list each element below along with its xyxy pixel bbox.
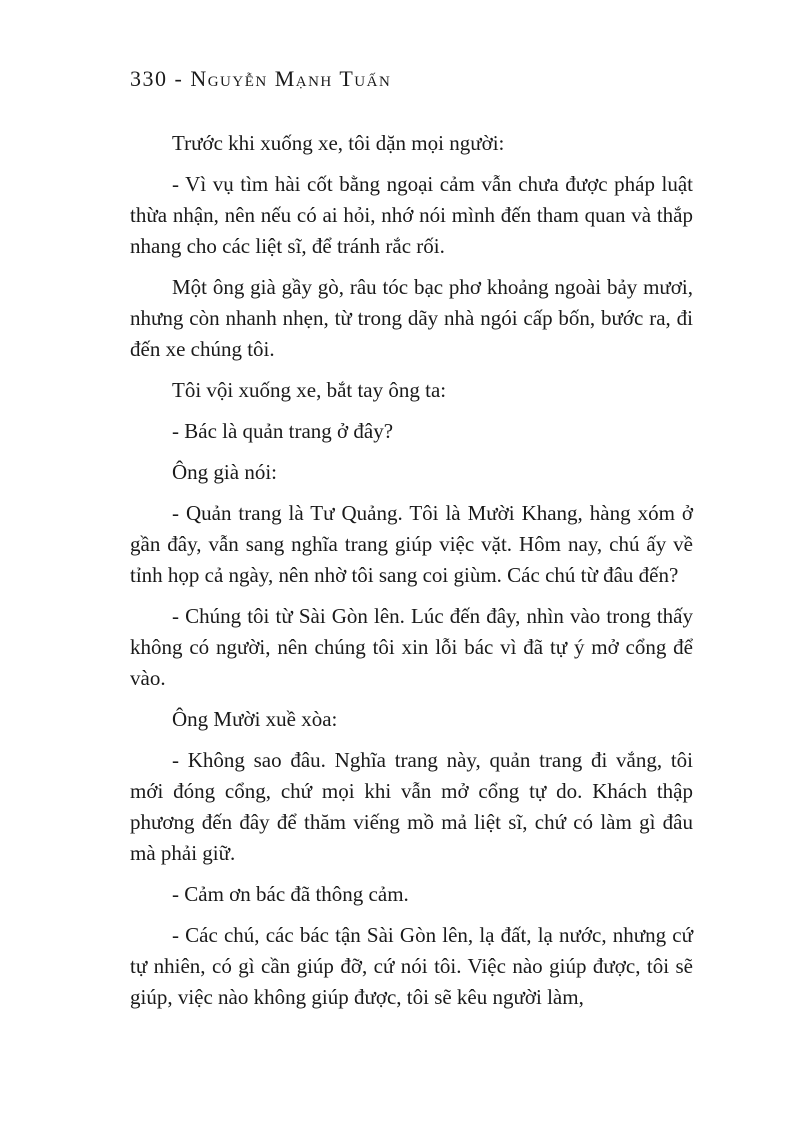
paragraph: Trước khi xuống xe, tôi dặn mọi người: xyxy=(172,131,505,155)
paragraph: - Vì vụ tìm hài cốt bằng ngoại cảm vẫn chưa được pháp luật thừa nhận, nên nếu có ai hỏi, nhớ nói mình đến tham quan và thắp nhang cho các liệt sĩ, để tránh rắc rối. xyxy=(130,172,693,258)
paragraph: - Chúng tôi từ Sài Gòn lên. Lúc đến đây, nhìn vào trong thấy không có người, nên chúng tôi xin lỗi bác vì đã tự ý mở cổng để vào. xyxy=(130,604,693,690)
header-separator: - xyxy=(167,66,191,91)
paragraph: Một ông già gầy gò, râu tóc bạc phơ khoảng ngoài bảy mươi, nhưng còn nhanh nhẹn, từ trong dãy nhà ngói cấp bốn, bước ra, đi đến xe chúng tôi. xyxy=(130,275,693,361)
author-name: Nguyễn Mạnh Tuấn xyxy=(190,66,392,91)
body-text xyxy=(130,128,693,1023)
paragraph: Ông già nói: xyxy=(172,460,277,484)
page-number: 330 xyxy=(130,66,168,91)
paragraph: - Bác là quản trang ở đây? xyxy=(172,419,394,443)
paragraph: - Không sao đâu. Nghĩa trang này, quản trang đi vắng, tôi mới đóng cổng, chứ mọi khi vẫn mở cổng tự do. Khách thập phương đến đây để thăm viếng mồ mả liệt sĩ, chứ có làm gì đâu mà phải giữ. xyxy=(130,748,693,865)
paragraph: Ông Mười xuề xòa: xyxy=(172,707,338,731)
running-head xyxy=(130,66,391,92)
paragraph: - Cảm ơn bác đã thông cảm. xyxy=(172,882,409,906)
paragraph: - Quản trang là Tư Quảng. Tôi là Mười Khang, hàng xóm ở gần đây, vẫn sang nghĩa trang giúp việc vặt. Hôm nay, chú ấy về tỉnh họp cả ngày, nên nhờ tôi sang coi giùm. Các chú từ đâu đến? xyxy=(130,501,693,587)
paragraph: - Các chú, các bác tận Sài Gòn lên, lạ đất, lạ nước, nhưng cứ tự nhiên, có gì cần giúp đỡ, cứ nói tôi. Việc nào giúp được, tôi sẽ giúp, việc nào không giúp được, tôi sẽ kêu người làm, xyxy=(130,923,693,1009)
paragraph: Tôi vội xuống xe, bắt tay ông ta: xyxy=(172,378,447,402)
